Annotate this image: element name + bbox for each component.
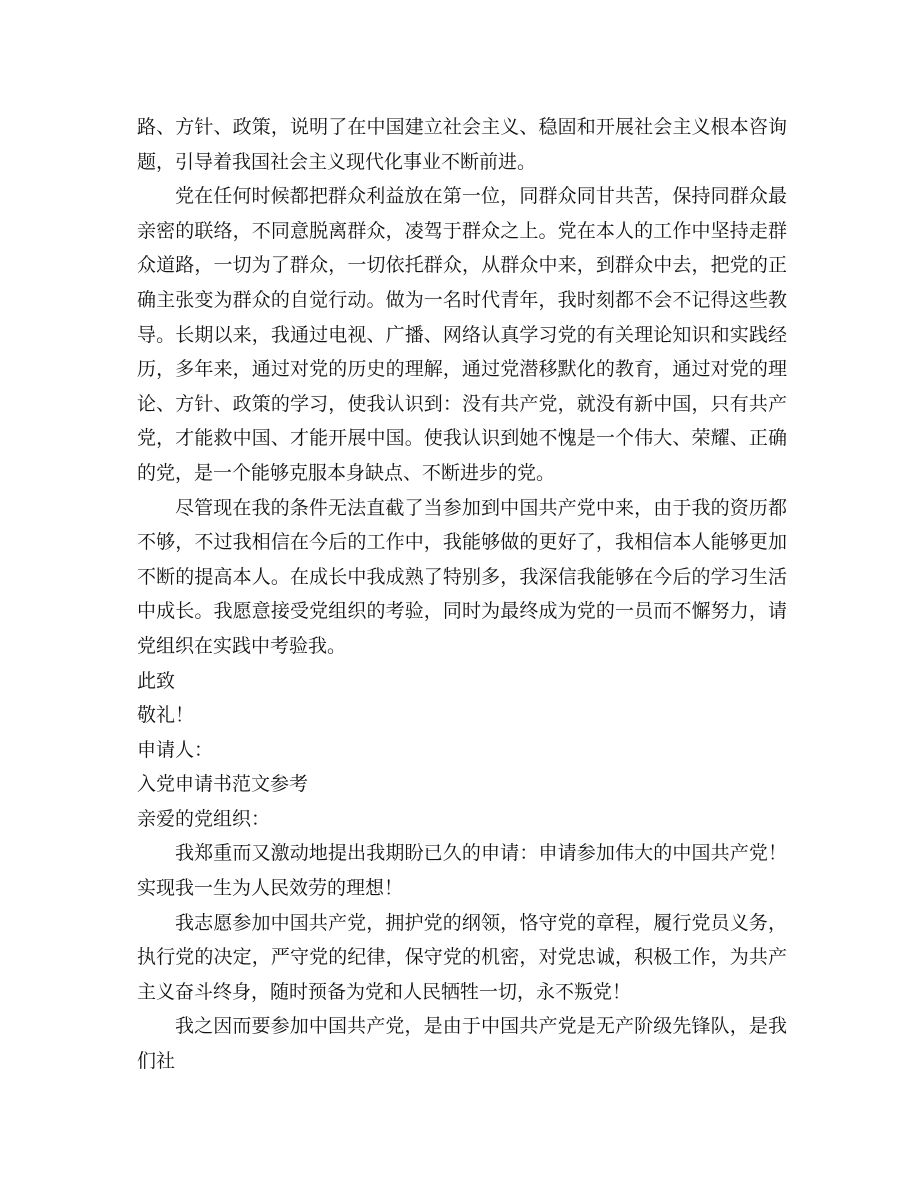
second-letter-paragraph-pledge: 我志愿参加中国共产党，拥护党的纲领，恪守党的章程，履行党员义务，执行党的决定，严守党的纪律，保守党的机密，对党忠诚，积极工作，为共产主义奋斗终身，随时预备为党和人民牺牲一切，永不叛党！	[137, 911, 787, 1003]
second-letter-title: 入党申请书范文参考	[137, 773, 309, 796]
paragraph-commitment: 尽管现在我的条件无法直截了当参加到中国共产党中来，由于我的资历都不够，不过我相信在今后的工作中，我能够做的更好了，我相信本人能够更加不断的提高本人。在成长中我成熟了特别多，我深信我能够在今后的学习生活中成长。我愿意接受党组织的考验，同时为最终成为党的一员而不懈努力，请党组织在实践中考验我。	[137, 496, 787, 657]
document-body	[137, 110, 787, 1079]
second-letter-paragraph-application: 我郑重而又激动地提出我期盼已久的申请：申请参加伟大的中国共产党！实现我一生为人民效劳的理想！	[137, 842, 787, 900]
second-letter-paragraph-reason: 我之因而要参加中国共产党，是由于中国共产党是无产阶级先锋队，是我们社	[137, 1015, 787, 1073]
closing-line-jingli: 敬礼！	[137, 704, 195, 727]
paragraph-continuation: 路、方针、政策，说明了在中国建立社会主义、稳固和开展社会主义根本咨询题，引导着我国社会主义现代化事业不断前进。	[137, 116, 787, 173]
second-letter-salutation: 亲爱的党组织：	[137, 807, 271, 830]
closing-line-cizhi: 此致	[137, 669, 176, 692]
paragraph-mass-line: 党在任何时候都把群众利益放在第一位，同群众同甘共苦，保持同群众最亲密的联络，不同意脱离群众，凌驾于群众之上。党在本人的工作中坚持走群众道路，一切为了群众，一切依托群众，从群众中来，到群众中去，把党的正确主张变为群众的自觉行动。做为一名时代青年，我时刻都不会不记得这些教导。长期以来，我通过电视、广播、网络认真学习党的有关理论知识和实践经历，多年来，通过对党的历史的理解，通过党潜移默化的教育，通过对党的理论、方针、政策的学习，使我认识到：没有共产党，就没有新中国，只有共产党，才能救中国、才能开展中国。使我认识到她不愧是一个伟大、荣耀、正确的党，是一个能够克服本身缺点、不断进步的党。	[137, 185, 787, 484]
applicant-signature-line: 申请人：	[137, 738, 214, 761]
